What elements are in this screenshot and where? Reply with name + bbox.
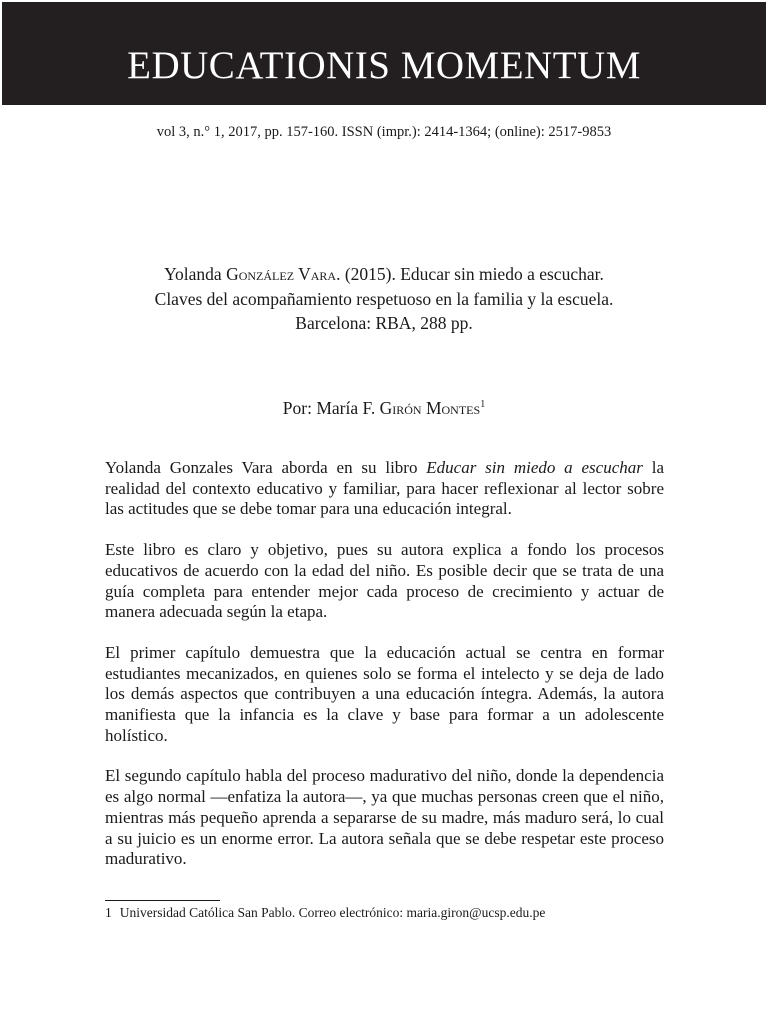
paragraph-1 (105, 458, 664, 520)
book-author-last: González Vara (226, 264, 337, 284)
journal-title: EDUCATIONIS MOMENTUM (127, 44, 641, 87)
paragraph-3: El primer capítulo demuestra que la educación actual se centra en formar estudiantes mecanizados, en quienes solo se forma el intelecto y se deja de lado los demás aspectos que contribuyen a una educación íntegra. Además, la autora manifiesta que la infancia es la clave y base para formar a un adolescente holístico. (105, 642, 664, 745)
byline-prefix: Por: (282, 398, 317, 418)
paragraph-1-start: Yolanda Gonzales Vara aborda en su libro (105, 458, 427, 477)
book-title-line-2: Claves del acompañamiento respetuoso en la familia y la escuela. (154, 288, 614, 309)
footnote-divider (105, 900, 220, 901)
book-author-first: Yolanda (164, 264, 227, 284)
book-title-italic: Educar sin miedo a escuchar (426, 458, 643, 477)
book-reference-line-1 (0, 262, 768, 287)
book-year: . (2015). (336, 264, 401, 284)
review-body (105, 458, 664, 890)
footnote-text: Universidad Católica San Pablo. Correo electrónico: maria.giron@ucsp.edu.pe (119, 905, 546, 920)
paragraph-2: Este libro es claro y objetivo, pues su autora explica a fondo los procesos educativos de acuerdo con la edad del niño. Es posible decir que se trata de una guía completa para entender mejor cada proceso de crecimiento y actuar de manera adecuada según la etapa. (105, 540, 664, 622)
book-reference (0, 262, 768, 336)
footnote-reference-mark[interactable]: 1 (480, 399, 486, 411)
issue-citation-line: vol 3, n.° 1, 2017, pp. 157-160. ISSN (impr.): 2414-1364; (online): 2517-9853 (156, 124, 612, 140)
reviewer-first-name: María F. (316, 398, 380, 418)
footnote-number: 1 (105, 905, 112, 920)
book-publisher-line: Barcelona: RBA, 288 pp. (295, 313, 473, 333)
reviewer-last-name: Girón Montes (379, 398, 481, 418)
book-title-line-1: Educar sin miedo a escuchar. (400, 264, 604, 284)
review-byline (0, 396, 768, 420)
paragraph-4: El segundo capítulo habla del proceso madurativo del niño, donde la dependencia es algo normal —enfatiza la autora—, ya que muchas personas creen que el niño, mientras más pequeño aprenda a separarse de su madre, más maduro será, lo cual a su juicio es un enorme error. La autora señala que se debe respetar este proceso madurativo. (105, 766, 664, 869)
paragraph-1-end: la realidad del contexto educativo y familiar, para hacer reflexionar al lector sobre las actitudes que se debe tomar para una educación integral. (105, 458, 664, 519)
footnote-1 (105, 904, 665, 922)
